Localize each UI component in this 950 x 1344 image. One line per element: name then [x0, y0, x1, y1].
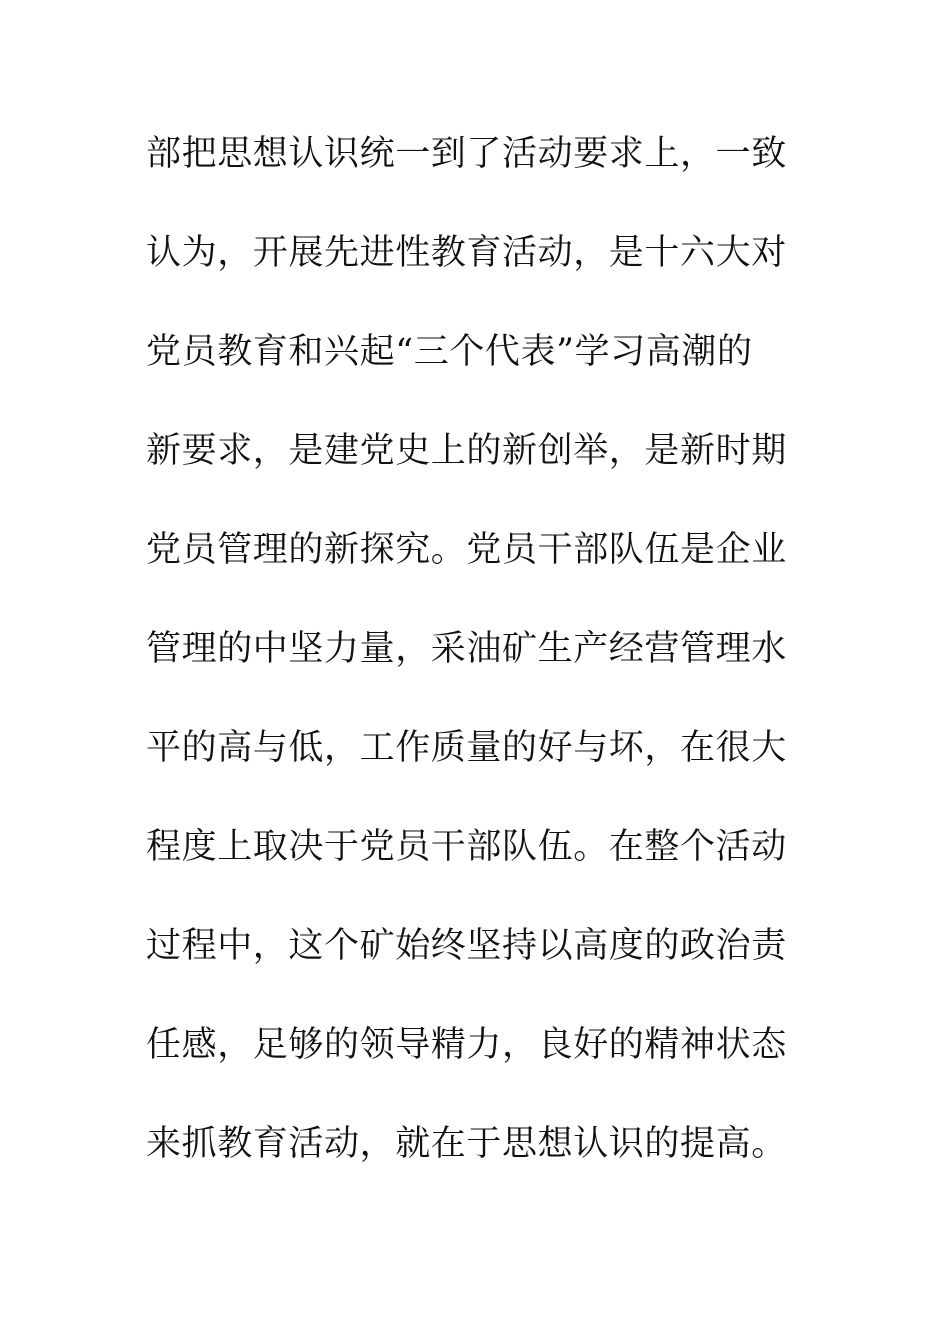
text-line: 任感，足够的领导精力，良好的精神状态: [146, 1025, 787, 1065]
text-line: 程度上取决于党员干部队伍。在整个活动: [146, 827, 787, 867]
body-paragraph: [146, 124, 786, 1213]
text-line: 管理的中坚力量，采油矿生产经营管理水: [146, 629, 787, 669]
text-line: 新要求，是建党史上的新创举，是新时期: [146, 431, 787, 471]
text-line: 平的高与低，工作质量的好与坏，在很大: [146, 728, 787, 768]
text-line: 党员管理的新探究。党员干部队伍是企业: [146, 530, 787, 570]
text-line: 来抓教育活动，就在于思想认识的提高。: [146, 1124, 787, 1164]
text-line: 党员教育和兴起“三个代表”学习高潮的: [146, 332, 753, 372]
text-line: 过程中，这个矿始终坚持以高度的政治责: [146, 926, 787, 966]
text-line: 认为，开展先进性教育活动，是十六大对: [146, 233, 787, 273]
text-line: 部把思想认识统一到了活动要求上，一致: [146, 134, 787, 174]
